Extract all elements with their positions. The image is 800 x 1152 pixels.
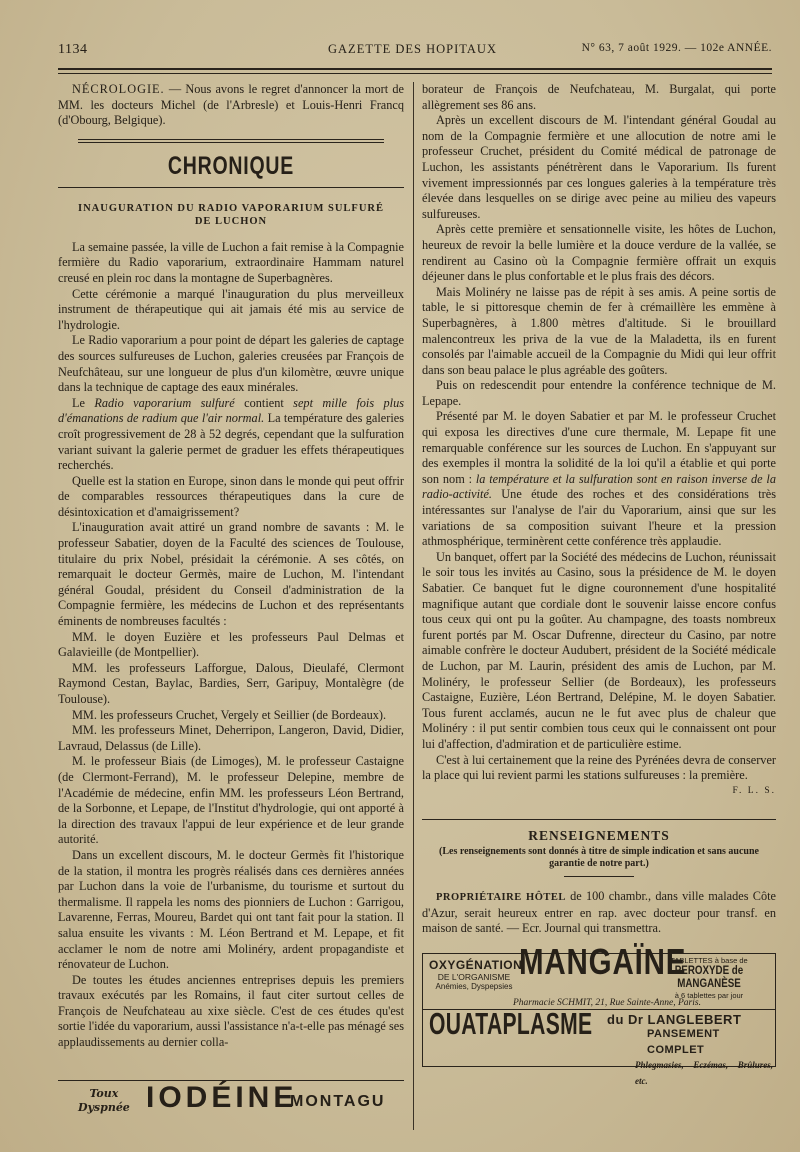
iodeine-indications-text: Toux Dyspnée [78, 1087, 130, 1114]
peroxyde-main: PEROXYDE de MANGANÈSE [674, 964, 744, 990]
article-paragraph: MM. le doyen Euzière et les professeurs Paul Delmas et Galavieille (de Montpellier). [58, 629, 404, 660]
left-column [58, 82, 404, 1051]
article-paragraph-lepape [422, 409, 776, 549]
renseignements-divider [564, 876, 634, 877]
oxygenation-indications: Anémies, Dyspepsies [435, 982, 513, 992]
article-paragraph: Cette cérémonie a marqué l'inauguration du plus merveilleux instrument de thérapeutique qui ait jamais été mis au service de l'hydrologie. [58, 286, 404, 332]
article-paragraph: Mais Molinéry ne laisse pas de répit à ses amis. A peine sortis de table, le si pittoresque chemin de fer à crémaillère les emmène à Superbagnères, à 1.800 mètres d'altitude. Si le brouillard malencontreux les priva de la vue de la Maladetta, ils en furent consolés par l'aimable accueil de la Compagnie du Midi qui leur offrit dans son beau palace le plus agréable des goûters. [422, 284, 776, 377]
italic-run: Radio vaporarium sulfuré [94, 395, 235, 410]
oxygenation-block [429, 957, 523, 992]
necrologie-text: — Nous avons le regret d'annoncer la mort de MM. les docteurs Michel (de l'Arbresle) et Louis-Henri Francq (d'Obourg, Belgique). [58, 82, 404, 128]
pharmacie-address: Pharmacie SCHMIT, 21, Rue Sainte-Anne, Paris. [513, 997, 701, 1008]
article-paragraph: C'est à lui certainement que la reine des Pyrénées devra de conserver la place qui lui revient parmi les stations sulfureuses : la première. [422, 752, 776, 783]
article-paragraph: La semaine passée, la ville de Luchon a fait remise à la Compagnie fermière du Radio vaporarium, extraordinaire Hammam naturel creusé en plein roc dans la montagne de Superbagnères. [58, 239, 404, 285]
chronique-rule [78, 139, 384, 143]
pharma-advertisements [422, 940, 776, 1087]
peroxyde-top: TABLETTES à base de [670, 955, 748, 965]
italic-run: la température et la sulfuration sont en raison inverse de la radio-activité. [422, 471, 776, 502]
page-header [58, 40, 772, 62]
necrologie-label: NÉCROLOGIE. [72, 82, 165, 96]
article-paragraph: Après cette première et sensationnelle visite, les hôtes de Luchon, heureux de revoir la belle lumière et la douce verdure de la vallée, se rendirent au Casino où la Compagnie fermière offrait un exquis déjeuner dans le plus confortable et le plus frais des décors. [422, 222, 776, 284]
chronique-heading: CHRONIQUE [167, 151, 295, 180]
iodeine-indications [78, 1087, 130, 1115]
article-paragraph: Le Radio vaporarium a pour point de départ les galeries de captage des sources sulfureuses de Luchon, galeries creusées par François de Neufchâteau, sur une longueur de plus d'un kilomètre, œuvre unique dans la technique de captage des eaux minérales. [58, 333, 404, 395]
article-paragraph: Après un excellent discours de M. l'intendant général Goudal au nom de la Compagnie fermière et une allocution de notre ami le professeur Cruchet, président du Comité médical de patronage de Luchon, les assistants pénétrèrent dans le Vaporarium. Ils furent vivement impressionnés par ces longues galeries à la température très élevée dans lesquelles on se dirige avec peine au milieu des vapeurs sulfureuses. [422, 113, 776, 221]
article-paragraph: MM. les professeurs Cruchet, Vergely et Seillier (de Bordeaux). [72, 707, 387, 722]
mangaine-brand: MANGAÏNE [519, 940, 687, 982]
article-paragraph: MM. les professeurs Minet, Deherripon, Langeron, David, Didier, Lavraud, Delassus (de Lille). [58, 723, 404, 753]
peroxyde-dosage: à 6 tablettes par jour [674, 990, 744, 1000]
text-run: contient [234, 395, 294, 410]
article-continuation: borateur de François de Neufchateau, M. Burgalat, qui porte allègrement ses 86 ans. [422, 82, 776, 112]
article-signature: F. L. S. [732, 785, 776, 796]
classified-lead: PROPRIÉTAIRE HÔTEL [436, 891, 566, 903]
classified-text: de 100 chambr., dans ville malades Côte d'Azur, serait heureux entrer en rap. avec docteur pour transf. en maison de santé. — Ecr. Journal qui transmettra. [422, 888, 776, 936]
article-paragraph: M. le professeur Biais (de Limoges), M. le professeur Castaigne (de Clermont-Ferrand), M. le professeur Delepine, membre de l'Académie de médecine, enfin MM. les professeurs Léon Bertrand, de la Sorbonne, et Lepape, de l'Institut d'hydrologie, qui ont apporté à la direction des travaux l'appui de leur expérience et de leur grande autorité. [58, 754, 404, 847]
journal-title: GAZETTE DES HOPITAUX [328, 42, 497, 56]
langlebert-title: du Dr LANGLEBERT [607, 1011, 742, 1027]
iodeine-name: IODÉINE [146, 1081, 298, 1114]
langlebert-uses: Phlegmasies, Eczémas, Brûlures, etc. [635, 1060, 773, 1087]
article-paragraph: Puis on redescendit pour entendre la conférence technique de M. Lepape. [422, 378, 776, 408]
oxygenation-title: OXYGÉNATION [429, 957, 523, 972]
text-run: Une étude des roches et des considérations très intéressantes sur l'analyse de l'air du Vaporarium, ainsi que sur les variations de sa composition suivant l'heure et la pression athmosphérique, terminèrent cette conférence très applaudie. [422, 487, 776, 549]
text-run: Présenté par M. le doyen Sabatier et par M. le professeur Cruchet qui exposa les directives d'une cure thermale, M. Lepape fit une remarquable conférence sur les sources de Luchon. En s'appuyant sur des exemples il montra la solidité de la loi qu'il a établie et qui porte son nom : [422, 409, 776, 486]
langlebert-subtitle: PANSEMENT COMPLET [647, 1028, 720, 1056]
article-paragraph: Quelle est la station en Europe, sinon dans le monde qui peut offrir de comparables ressources thérapeutiques dans la cure de désintoxication et d'amaigrissement? [58, 473, 404, 519]
iodeine-brand: MONTAGU [290, 1093, 386, 1110]
column-divider [413, 82, 414, 1130]
article-paragraph: MM. les professeurs Lafforgue, Dalous, Dieulafé, Clermont Raymond Cestan, Baylac, Bardies, Serr, Garipuy, Montalègre (de Toulouse). [58, 660, 404, 706]
renseignements-note: (Les renseignements sont donnés à titre de simple indication et sans aucune garantie de notre part.) [439, 845, 759, 869]
oxygenation-subtitle: DE L'ORGANISME [437, 972, 511, 983]
article-title: INAUGURATION DU RADIO VAPORARIUM SULFURÉ DE LUCHON [77, 202, 385, 227]
article-paragraph: Un banquet, offert par la Société des médecins de Luchon, réunissait le soir tous les invités au Casino, sous la présidence de M. le doyen Sabatier. Ce banquet fut le digne couronnement d'une hospitalité magnifique autant que cordiale dont le souvenir laisse encore confus tous ceux qui ont pu la goûter. Au champagne, des toasts nombreux furent portés par M. Oscar Dufrenne, directeur du Casino, par notre aimable confrère le docteur Audubert, président de la Société médicale de Luchon, par M. Laurin, président des amis de Luchon, par M. Molinéry, le professeur Sellier (de Bordeaux), les professeurs Castaigne, Euzière, Léon Bertrand, Delépine, M. le doyen Sabatier. Tous furent acclamés, aucun ne le fut avec plus de chaleur que Molinéry : il put sentir combien tous ceux qui le connaissent ont pour lui d'affection, d'admiration et de particulière estime. [422, 549, 776, 751]
renseignements-rule [422, 819, 776, 820]
langlebert-block [607, 1012, 773, 1090]
italic-run: sept mille fois plus d'émanations de radium que l'air normal. [58, 395, 405, 426]
article-paragraph-radium [58, 396, 404, 474]
chronique-rule-bottom [58, 187, 404, 188]
header-rule [58, 68, 772, 74]
article-paragraph: Dans un excellent discours, M. le docteur Germès fit l'historique de la station, il montra les progrès réalisés dans ces dernières années par Luchon dans la voie de l'urbanisme, du tourisme et surtout du thermalisme. Il rappela les noms des pionniers de Luchon : Garrigou, Lavarenne, Ferras, Moureu, Bardet qui ont tant fait pour la station. Il salua ensuite les vivants : M. Léon Bertrand et M. Lepape, et fit acclamer le nom de notre ami Molinéry, ardent propagandiste et rénovateur de Luchon. [58, 847, 404, 972]
article-paragraph: L'inauguration avait attiré un grand nombre de savants : M. le professeur Sabatier, doyen de la Faculté des sciences de Toulouse, titulaire du prix Nobel, présidait la cérémonie. A ses côtés, on remarquait le docteur Germès, maire de Luchon, M. l'intendant général Goudal, président du Conseil d'administration de la Compagnie fermière, les médecins de Luchon et des représentants éminents de nombreuses facultés : [58, 520, 404, 629]
classified-ad [422, 889, 776, 937]
right-column [422, 82, 776, 1087]
renseignements-title: RENSEIGNEMENTS [528, 828, 670, 844]
text-run: La température des galeries croît progressivement de 28 à 52 degrés, cependant que la sulfuration variant suivant la galerie permet de graduer les effets thérapeutiques recherchés. [58, 411, 404, 473]
ouataplasme-brand: OUATAPLASME [429, 1005, 593, 1041]
text-run: Le [72, 395, 95, 410]
page-number: 1134 [58, 42, 88, 57]
issue-info: N° 63, 7 août 1929. — 102e ANNÉE. [581, 42, 772, 54]
necrologie-paragraph [58, 82, 404, 129]
article-paragraph: De toutes les études anciennes entreprises depuis les premiers travaux exécutés par les Romains, il faut citer surtout celles de François de Neufchateau au xixe siècle. C'est de ces études qu'est sortie l'idée du vaporarium, aussi l'assistance n'a-t-elle pas ménagé ses applaudissements au dernier colla- [58, 972, 404, 1050]
peroxyde-block [645, 956, 773, 1000]
iodeine-advertisement [58, 1080, 404, 1131]
